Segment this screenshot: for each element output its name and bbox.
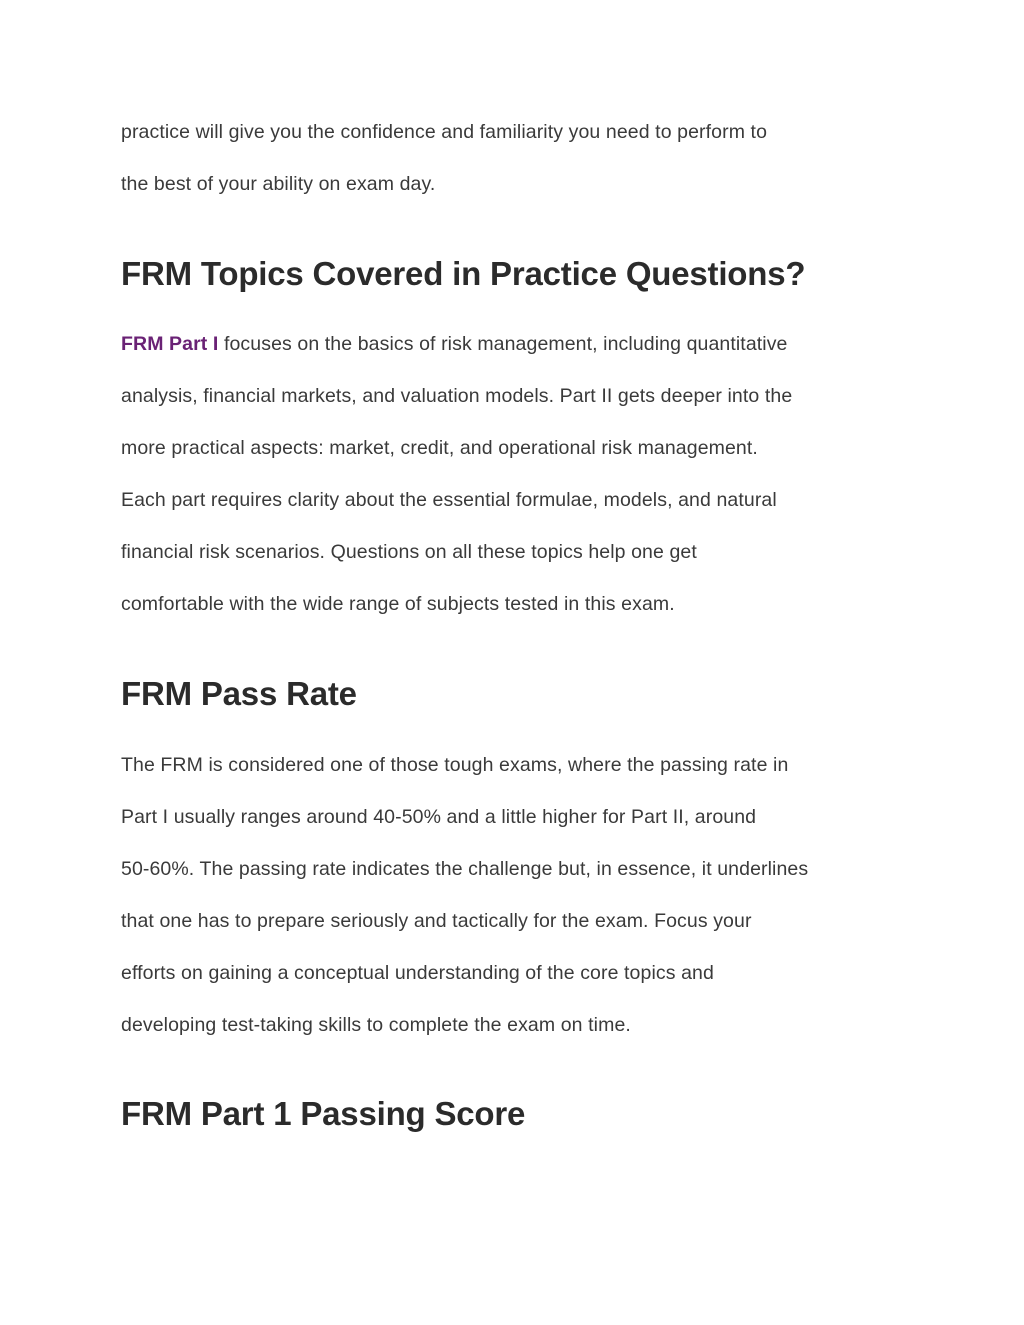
pass-rate-line: The FRM is considered one of those tough exams, where the passing rate in xyxy=(121,754,789,776)
topics-line: comfortable with the wide range of subjects tested in this exam. xyxy=(121,593,675,615)
pass-rate-line: developing test-taking skills to complete the exam on time. xyxy=(121,1014,631,1036)
topics-line: more practical aspects: market, credit, and operational risk management. xyxy=(121,437,758,459)
pass-rate-line: efforts on gaining a conceptual understanding of the core topics and xyxy=(121,962,714,984)
topics-paragraph xyxy=(121,318,911,630)
pass-rate-line: Part I usually ranges around 40-50% and a little higher for Part II, around xyxy=(121,806,757,828)
pass-rate-line: 50-60%. The passing rate indicates the challenge but, in essence, it underlines xyxy=(121,858,809,880)
frm-part-1-link[interactable]: FRM Part I xyxy=(121,333,219,355)
topics-line xyxy=(121,318,911,370)
intro-paragraph xyxy=(121,106,911,210)
topics-line: financial risk scenarios. Questions on all these topics help one get xyxy=(121,541,697,563)
topics-line: analysis, financial markets, and valuation models. Part II gets deeper into the xyxy=(121,385,793,407)
topics-line-text: focuses on the basics of risk management, including quantitative xyxy=(218,333,788,355)
intro-line: practice will give you the confidence and familiarity you need to perform to xyxy=(121,121,768,143)
pass-rate-paragraph xyxy=(121,739,911,1051)
passing-score-heading: FRM Part 1 Passing Score xyxy=(121,1095,526,1132)
topics-line: Each part requires clarity about the essential formulae, models, and natural xyxy=(121,489,777,511)
intro-line: the best of your ability on exam day. xyxy=(121,173,436,195)
pass-rate-heading: FRM Pass Rate xyxy=(121,675,357,712)
pass-rate-line: that one has to prepare seriously and tactically for the exam. Focus your xyxy=(121,910,752,932)
topics-heading: FRM Topics Covered in Practice Questions? xyxy=(121,255,806,292)
